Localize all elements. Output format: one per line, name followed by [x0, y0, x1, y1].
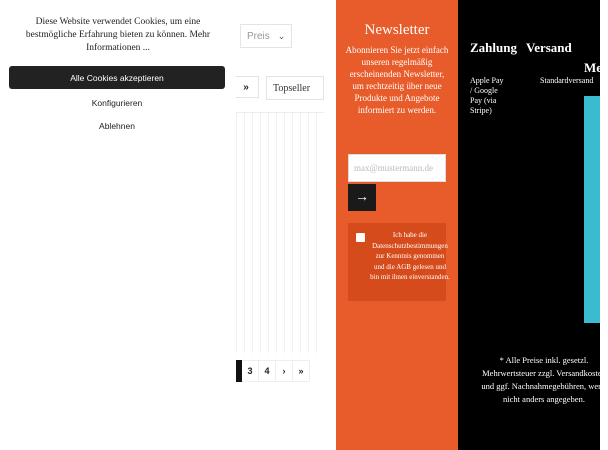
newsletter-description: Abonnieren Sie jetzt einfach unseren regelmäßig erscheinenden Newsletter, um rechtzeitig über neue Produkte und Angebote informiert zu werden.	[345, 45, 449, 115]
consent-checkbox[interactable]	[356, 233, 365, 242]
pagination	[234, 360, 310, 382]
cookie-banner	[0, 0, 236, 450]
sort-select-label: Preis	[247, 30, 270, 42]
arrow-right-icon: →	[355, 189, 369, 205]
pagination-next[interactable]: ›	[276, 360, 293, 382]
payment-methods-list: Apple Pay / Google Pay (via Stripe)	[470, 76, 504, 115]
pagination-page-3[interactable]: 3	[242, 360, 259, 382]
product-grid	[236, 112, 324, 353]
chevron-down-icon: ⌄	[277, 30, 286, 41]
payment-heading: Zahlung	[470, 40, 517, 55]
vat-note: * Alle Preise inkl. gesetzl. Mehrwertsteuer zzgl. Versandkosten und ggf. Nachnahmegebühren, wenn nicht anders angegeben.	[481, 355, 607, 404]
configure-cookies-button[interactable]: Konfigurieren	[91, 98, 143, 108]
shipping-heading: Versand	[526, 40, 572, 55]
reject-cookies-button[interactable]: Ablehnen	[99, 121, 135, 131]
pager-next-button[interactable]: »	[233, 76, 259, 98]
newsletter-submit-button[interactable]	[348, 184, 376, 211]
side-info-panel	[584, 96, 600, 323]
shipping-method-item: Standardversand	[540, 76, 594, 85]
pagination-page-4[interactable]: 4	[259, 360, 276, 382]
pagination-last[interactable]: »	[293, 360, 310, 382]
sort-topseller-select[interactable]: Topseller	[266, 76, 324, 100]
consent-label: Ich habe die Datenschutzbestimmungen zur Kenntnis genommen und die AGB gelesen und bin mit ihnen einverstanden.	[370, 231, 450, 281]
sort-select[interactable]	[240, 24, 292, 48]
newsletter-title: Newsletter	[364, 22, 430, 38]
accept-all-cookies-button[interactable]: Alle Cookies akzeptieren	[9, 66, 225, 89]
newsletter-email-input[interactable]: max@mustermann.de	[348, 154, 446, 182]
newsletter-consent	[348, 223, 450, 301]
cookie-text: Diese Website verwendet Cookies, um eine bestmögliche Erfahrung bieten zu können. Mehr Informationen ...	[25, 17, 211, 53]
methods-heading: Me	[584, 60, 603, 75]
